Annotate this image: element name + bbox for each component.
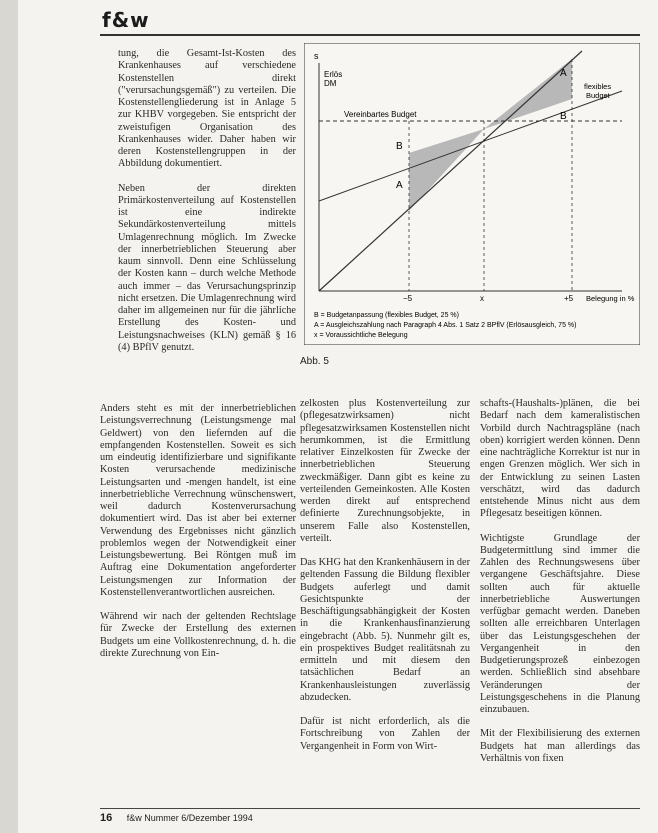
- tick-minus5: −5: [403, 294, 413, 303]
- flexibles-label-1: flexibles: [584, 82, 612, 91]
- footer-source: f&w Nummer 6/Dezember 1994: [126, 813, 253, 823]
- label-b-left: B: [396, 141, 403, 152]
- column-1-bottom: [100, 403, 296, 672]
- vereinbartes-budget-label: Vereinbartes Budget: [344, 110, 417, 119]
- paragraph: Das KHG hat den Krankenhäusern in der geltenden Fassung die Bildung flexibler Budgets auferlegt und damit Gesichtspunkte der Beschäftigungsabhängigkeit der Kosten in die Krankenhausfinanzierung eingebracht (Abb. 5). Nunmehr gilt es, ein prospektives Budget realitätsnah zu ermitteln und mit diesem den tatsächlichen Bedarf an Krankenhausleistungen zuverlässig abzudecken.: [300, 557, 470, 703]
- paragraph: Wichtigste Grundlage der Budgetermittlung sind immer die Zahlen des Rechnungswesens über vergangene Geschäftsjahre. Diese sollten auch für aktuelle innerbetriebliche Auswertungen verfügbar gemacht werden. Daneben sollten alle erreichbaren Unterlagen über das Leistungsgeschehen der Vergangenheit in den Budgetierungsprozeß einbezogen werden. Schließlich sind absehbare Veränderungen der Leistungsgeschehens in die Planung einzubauen.: [480, 532, 640, 715]
- label-a-right: A: [560, 68, 567, 79]
- tick-plus5: +5: [564, 294, 574, 303]
- legend-x: x = Voraussichtliche Belegung: [314, 332, 408, 339]
- paragraph: Dafür ist nicht erforderlich, als die Fortschreibung von Zahlen der Vergangenheit in Form von Wirt-: [300, 716, 470, 752]
- dm-label: DM: [324, 79, 337, 88]
- legend-b: B = Budgetanpassung (flexibles Budget, 25 %): [314, 312, 459, 319]
- budget-diagram: [304, 43, 640, 345]
- paragraph: Mit der Flexibilisierung des externen Budgets hat man allerdings das Verhältnis von fixen: [480, 728, 640, 764]
- column-1-top: [118, 48, 296, 366]
- footer-rule: [100, 808, 640, 809]
- erloes-label: Erlös: [324, 70, 343, 79]
- paragraph: zelkosten plus Kostenverteilung zur (pflegesatzwirksamen) nicht pflegesatzwirksamen Kostenstellen nicht herumkommen, ist die Ermittlung relativer Einzelkosten für Zwecke der innerbetrieblichen Steuerung zweckmäßiger. Dann gibt es keine zu verteilenden Gemeinkosten. Alle Kosten werden direkt auf entsprechend definierte Zurechnungsobjekte, in unserem Falle also Kostenstellen, verteilt.: [300, 398, 470, 544]
- tick-x: x: [480, 294, 484, 303]
- label-a-left: A: [396, 180, 403, 191]
- column-2: [300, 398, 470, 765]
- column-3: [480, 398, 640, 777]
- paragraph: Anders steht es mit der innerbetrieblichen Leistungsverrechnung (Leistungsmenge mal Geldwert) von den liefernden auf die empfangenden Kostenstellen. Soweit es sich um eindeutig identifizierbare und signifikante Kosten verursachende medizinische Leistungsarten und -mengen handelt, ist eine innerbetriebliche Verrechnung wünschenswert, weil dadurch Kostenverursachung dokumentiert wird. Das ist aber bei externer Verwendung des Ergebnisses nicht gänzlich problemlos wegen der Notwendigkeit einer Leistungsbewertung. Bei Röntgen muß im Auftrag eine Dokumentation angeforderter Leistungsmengen zur Information der Kostenstellenverantwortlichen ausreichen.: [100, 403, 296, 598]
- label-b-right: B: [560, 111, 567, 122]
- page-footer: [100, 812, 253, 824]
- magazine-logo: f&w: [102, 8, 150, 32]
- paragraph: Neben der direkten Primärkostenverteilung auf Kostenstellen ist eine indirekte Sekundärkostenverteilung mittels Umlagenrechnung möglich. Im Zwecke der innerbetrieblichen Steuerung aber kaum sinnvoll. Denn eine Schlüsselung der Kosten kann – durch welche Methode auch immer – das Verursachungsprinzip nicht ersetzen. Die Umlagenrechnung wird daher im allgemeinen nur für die jährliche Erstellung des Kosten- und Leistungsnachweises (KLN) gemäß § 16 (4) BPflV genutzt.: [118, 182, 296, 353]
- flexibles-label-2: Budget: [586, 91, 610, 100]
- page-number: 16: [100, 812, 113, 824]
- budget-figure: [304, 43, 640, 345]
- legend-a: A = Ausgleichszahlung nach Paragraph 4 Abs. 1 Satz 2 BPflV (Erlösausgleich, 75 %): [314, 322, 577, 329]
- paragraph: schafts-(Haushalts-)plänen, die bei Bedarf nach dem kameralistischen Vorbild durch Nachtragspläne (nach oben) korrigiert werden können. Denn eine nachträgliche Korrektur ist nur in engen Grenzen möglich. Wer sich in der Entwicklung zu seinen Lasten verschätzt, wird das dadurch entstehende Minus nicht aus dem Pflegesatz beseitigen können.: [480, 398, 640, 520]
- x-axis-label: Belegung in %: [586, 294, 635, 303]
- header-rule: [100, 34, 640, 36]
- paragraph: tung, die Gesamt-Ist-Kosten des Krankenhauses auf verschiedene Kostenstellen direkt ("verursachungsgemäß") zu verteilen. Die Kostenstellengliederung ist in Anlage 5 zur KHBV vorgegeben. Sie entspricht der zweistufigen Organisation des Krankenhauses wider. Daher haben wir deren Kostenstellengruppen in der Abbildung dokumentiert.: [118, 48, 296, 170]
- y-axis-marker: s: [314, 51, 319, 61]
- figure-caption: Abb. 5: [300, 356, 329, 367]
- paragraph: Während wir nach der geltenden Rechtslage für Zwecke der Erstellung des externen Budgets um eine Vollkostenrechnung, d. h. die direkte Zurechnung von Ein-: [100, 611, 296, 659]
